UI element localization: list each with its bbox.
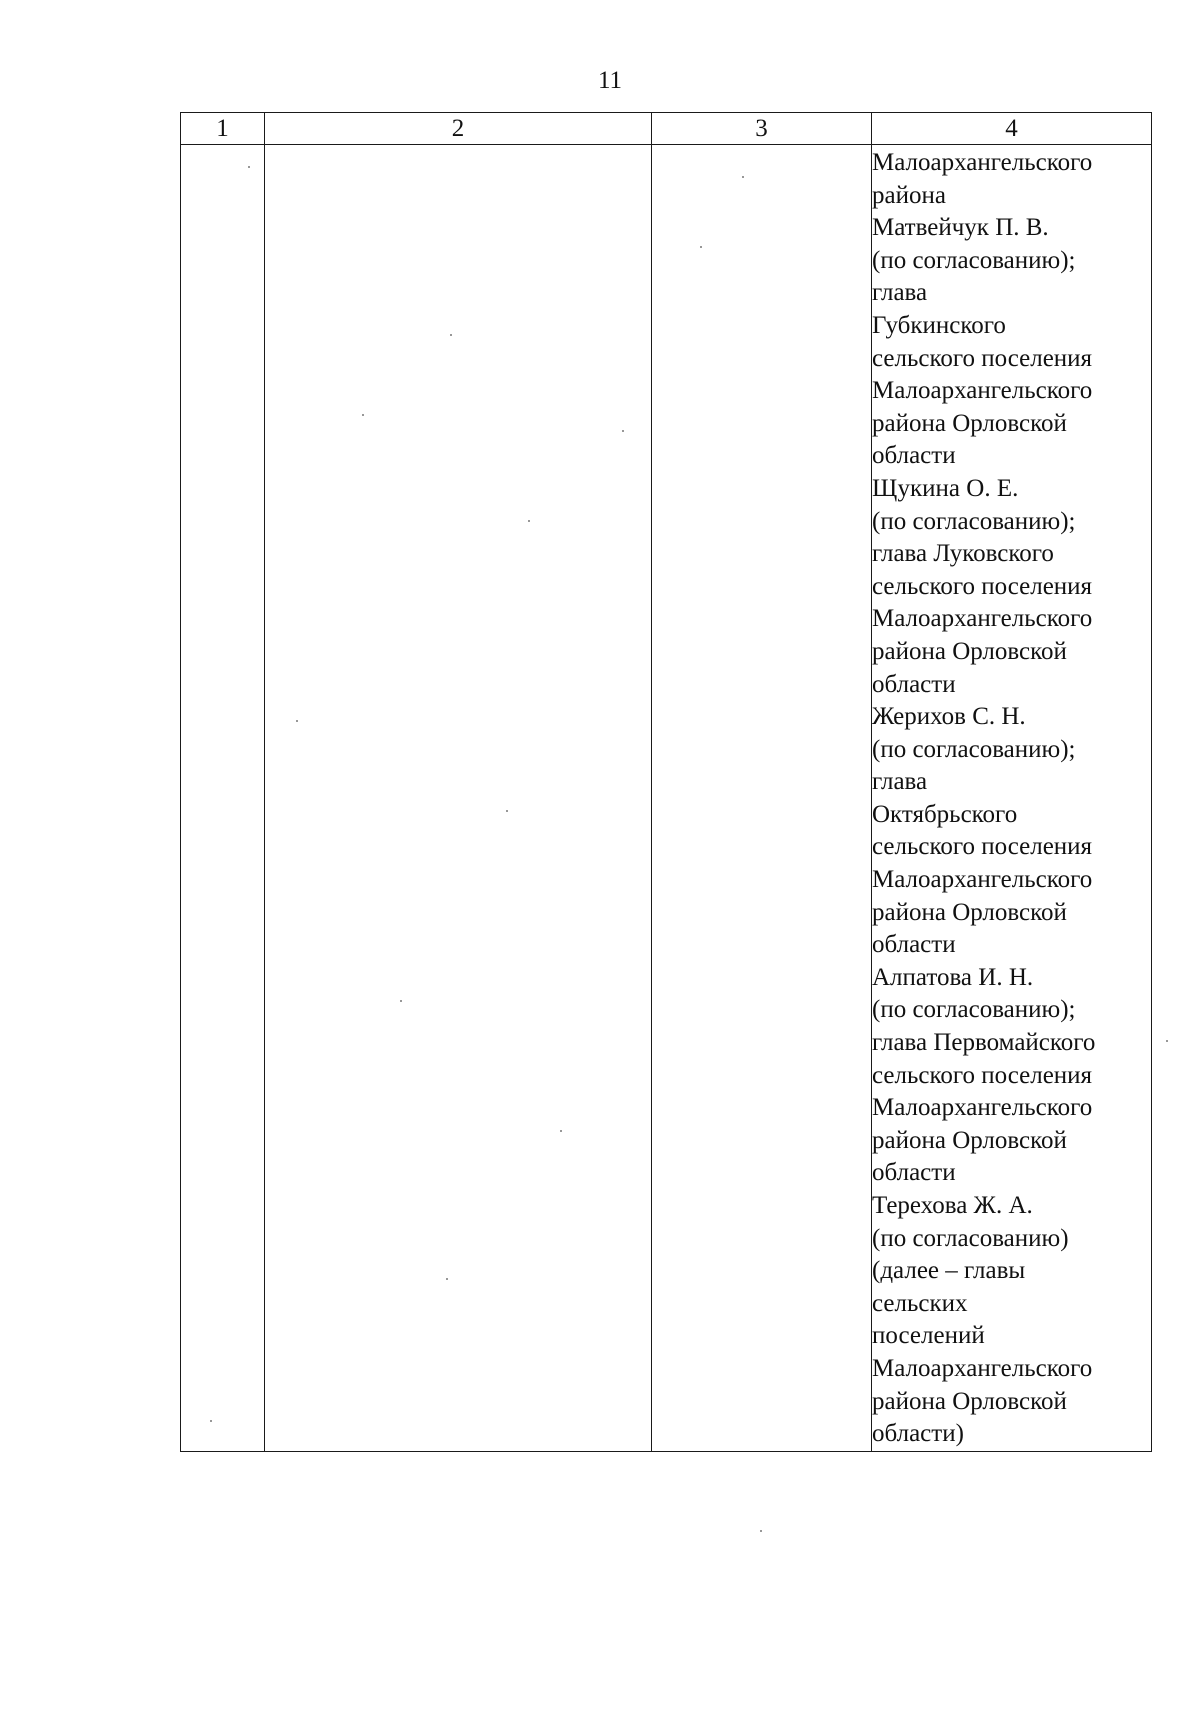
- responsible-persons-text: [872, 145, 1151, 1451]
- text-line: сельского поселения: [872, 344, 1093, 372]
- text-line: Малоархангельского: [872, 1354, 1093, 1382]
- text-line: Малоархангельского: [872, 605, 1093, 633]
- table-header-row: [181, 113, 1152, 145]
- text-line: глава: [872, 768, 928, 796]
- text-line: области: [872, 1159, 956, 1187]
- text-line: поселений: [872, 1322, 985, 1350]
- text-line: Губкинского: [872, 311, 1006, 339]
- cell-col-4: [872, 145, 1152, 1452]
- text-line: района Орловской: [872, 1126, 1067, 1154]
- text-line: Алпатова И. Н.: [872, 963, 1034, 991]
- text-line: (по согласованию): [872, 1224, 1069, 1252]
- text-line: глава Луковского: [872, 540, 1054, 568]
- text-line: Малоархангельского: [872, 1094, 1093, 1122]
- column-header-4: 4: [872, 113, 1152, 145]
- text-line: района Орловской: [872, 898, 1067, 926]
- text-line: Малоархангельского: [872, 149, 1093, 176]
- text-line: области: [872, 442, 956, 470]
- text-line: сельского поселения: [872, 572, 1093, 600]
- table-row: [181, 145, 1152, 1452]
- text-line: сельских: [872, 1289, 968, 1317]
- text-line: глава: [872, 279, 928, 307]
- text-line: Малоархангельского: [872, 866, 1093, 894]
- text-line: района: [872, 181, 946, 209]
- text-line: (по согласованию);: [872, 735, 1076, 763]
- text-line: Матвейчук П. В.: [872, 214, 1049, 242]
- column-header-2: 2: [265, 113, 652, 145]
- text-line: области: [872, 670, 956, 698]
- text-line: района Орловской: [872, 409, 1067, 437]
- cell-col-3: [652, 145, 872, 1452]
- text-line: сельского поселения: [872, 1061, 1093, 1089]
- text-line: Жерихов С. Н.: [872, 703, 1026, 731]
- text-line: района Орловской: [872, 1387, 1067, 1415]
- text-line: (по согласованию);: [872, 507, 1076, 535]
- text-line: (по согласованию);: [872, 246, 1076, 274]
- column-header-3: 3: [652, 113, 872, 145]
- cell-col-2: [265, 145, 652, 1452]
- column-header-1: 1: [181, 113, 265, 145]
- text-line: Терехова Ж. А.: [872, 1192, 1033, 1219]
- text-line: (по согласованию);: [872, 996, 1076, 1024]
- text-line: Малоархангельского: [872, 377, 1093, 405]
- text-line: Щукина О. Е.: [872, 474, 1019, 502]
- text-line: области): [872, 1420, 964, 1448]
- cell-col-1: [181, 145, 265, 1452]
- text-line: Октябрьского: [872, 800, 1018, 828]
- text-line: глава Первомайского: [872, 1029, 1096, 1057]
- document-table: [180, 112, 1152, 1452]
- text-line: района Орловской: [872, 637, 1067, 665]
- text-line: (далее – главы: [872, 1257, 1026, 1285]
- page-number: 11: [597, 67, 623, 94]
- text-line: сельского поселения: [872, 833, 1093, 861]
- text-line: области: [872, 931, 956, 959]
